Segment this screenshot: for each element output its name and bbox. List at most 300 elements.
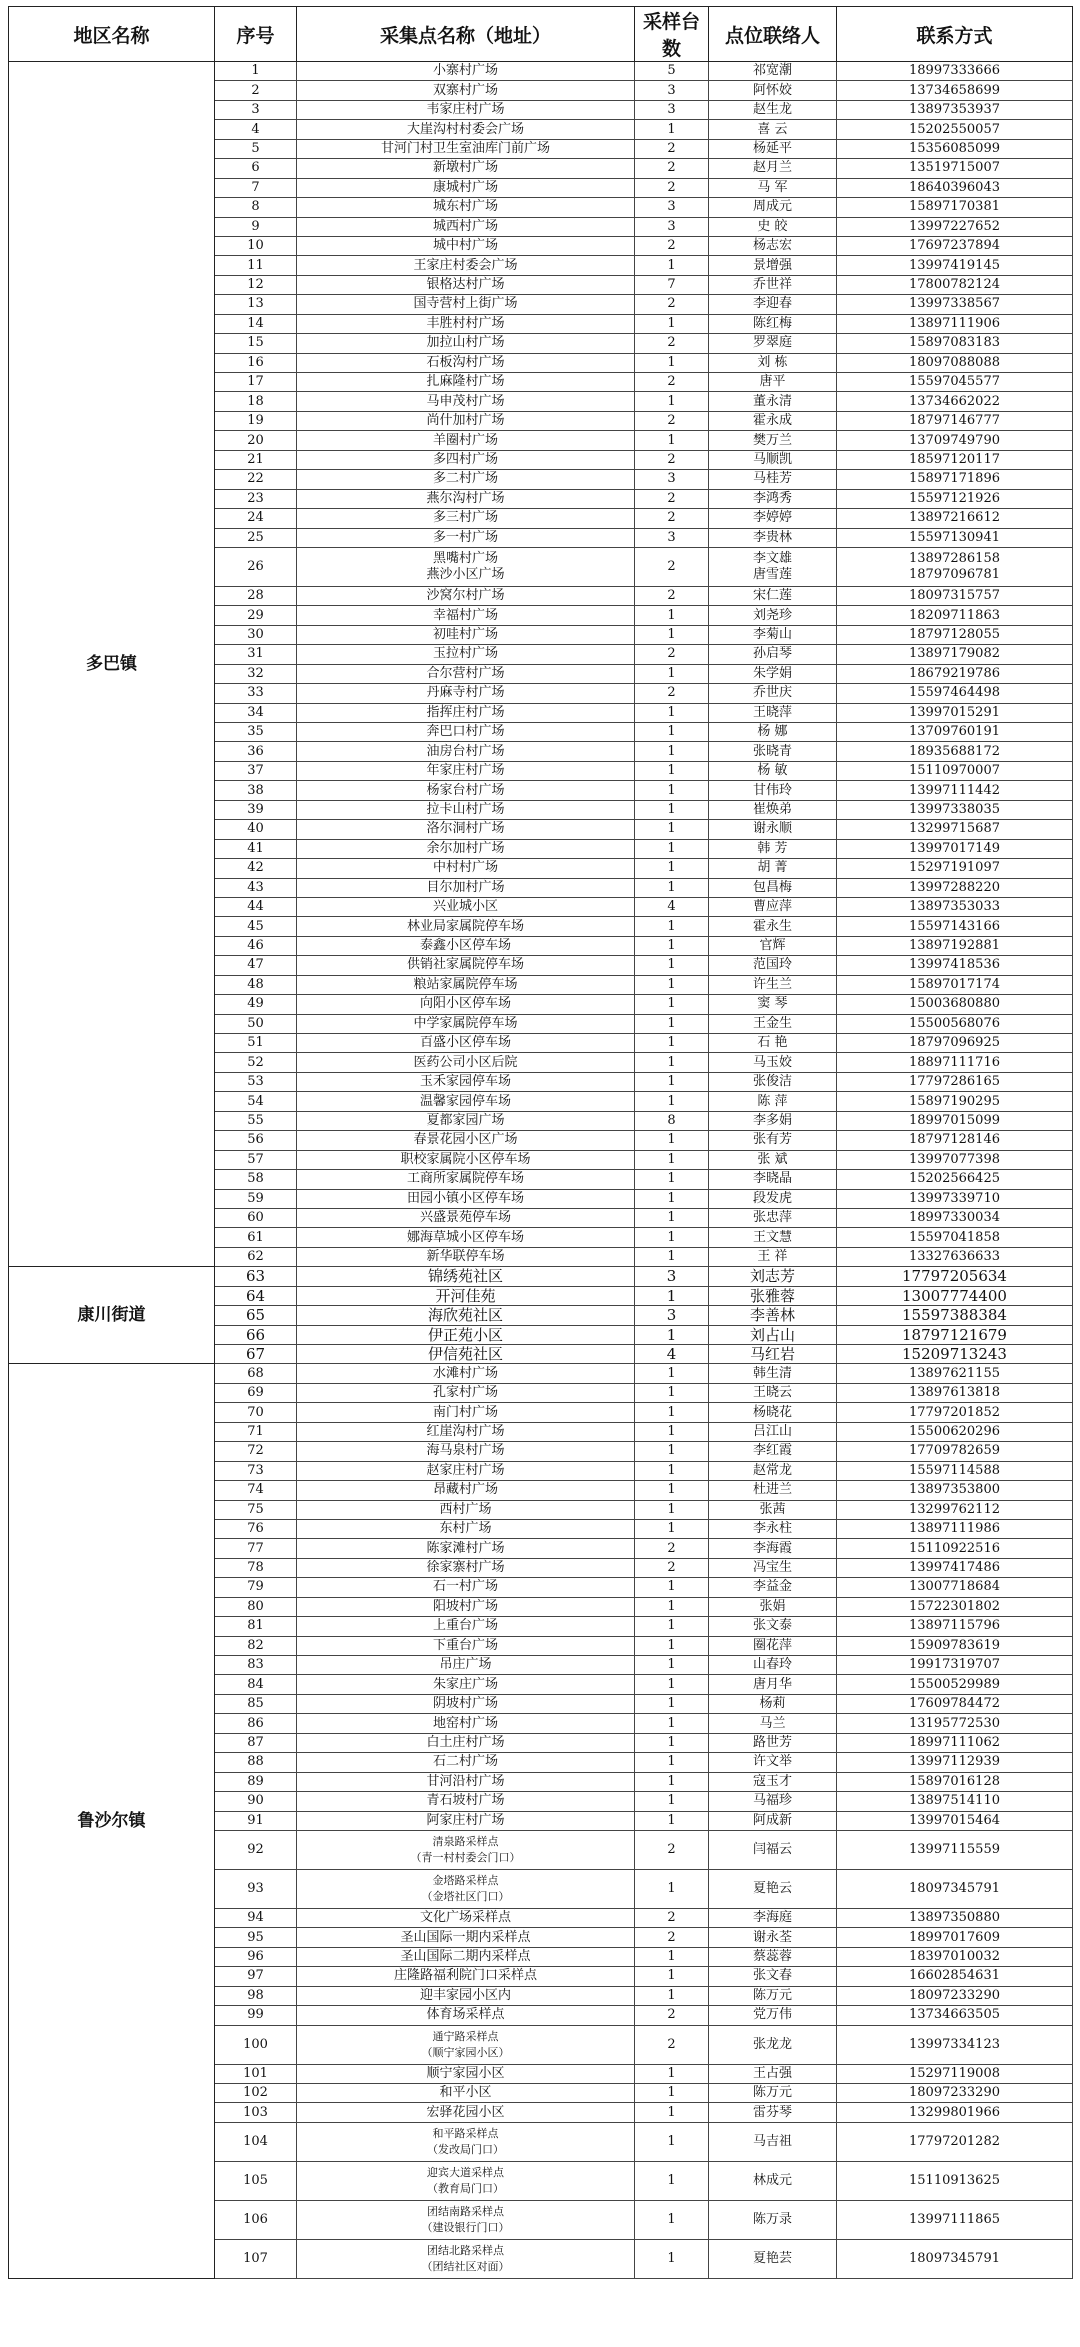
phone-number: 13997339710 bbox=[837, 1189, 1073, 1208]
contact-person: 夏艳芸 bbox=[709, 2239, 837, 2278]
contact-person: 朱学娟 bbox=[709, 664, 837, 683]
contact-person: 景增强 bbox=[709, 256, 837, 275]
phone-number: 18640396043 bbox=[837, 178, 1073, 197]
contact-person: 李菊山 bbox=[709, 625, 837, 644]
site-name: 丰胜村村广场 bbox=[297, 314, 635, 333]
sampler-count: 1 bbox=[635, 1461, 709, 1480]
sampler-count: 1 bbox=[635, 859, 709, 878]
phone-number: 13195772530 bbox=[837, 1714, 1073, 1733]
phone-number: 15597143166 bbox=[837, 917, 1073, 936]
phone-number: 18097233290 bbox=[837, 1986, 1073, 2005]
row-index: 34 bbox=[215, 703, 297, 722]
contact-person: 韩生清 bbox=[709, 1364, 837, 1383]
sampler-count: 1 bbox=[635, 1053, 709, 1072]
site-name: 燕尔沟村广场 bbox=[297, 489, 635, 508]
contact-person: 祁宽潮 bbox=[709, 62, 837, 81]
contact-person: 谢永荃 bbox=[709, 1928, 837, 1947]
phone-number: 13734658699 bbox=[837, 81, 1073, 100]
site-name: 杨家台村广场 bbox=[297, 781, 635, 800]
phone-number: 15110913625 bbox=[837, 2161, 1073, 2200]
row-index: 107 bbox=[215, 2239, 297, 2278]
contact-person: 王金生 bbox=[709, 1014, 837, 1033]
row-index: 106 bbox=[215, 2200, 297, 2239]
site-name: 团结北路采样点 （团结社区对面） bbox=[297, 2239, 635, 2278]
sampler-count: 1 bbox=[635, 878, 709, 897]
contact-person: 刘尧珍 bbox=[709, 606, 837, 625]
phone-number: 15500568076 bbox=[837, 1014, 1073, 1033]
contact-person: 张俊洁 bbox=[709, 1072, 837, 1091]
site-name: 圣山国际一期内采样点 bbox=[297, 1928, 635, 1947]
sampler-count: 1 bbox=[635, 1014, 709, 1033]
contact-person: 乔世祥 bbox=[709, 275, 837, 294]
contact-person: 马吉祖 bbox=[709, 2122, 837, 2161]
sampler-count: 1 bbox=[635, 1500, 709, 1519]
phone-number: 13997288220 bbox=[837, 878, 1073, 897]
site-name: 油房台村广场 bbox=[297, 742, 635, 761]
site-name: 指挥庄村广场 bbox=[297, 703, 635, 722]
sampler-count: 1 bbox=[635, 975, 709, 994]
sampler-count: 2 bbox=[635, 178, 709, 197]
contact-person: 段发虎 bbox=[709, 1189, 837, 1208]
contact-person: 圈花萍 bbox=[709, 1636, 837, 1655]
row-index: 17 bbox=[215, 373, 297, 392]
contact-person: 闫福云 bbox=[709, 1830, 837, 1869]
row-index: 31 bbox=[215, 645, 297, 664]
site-name: 马申茂村广场 bbox=[297, 392, 635, 411]
contact-person: 唐月华 bbox=[709, 1675, 837, 1694]
row-index: 83 bbox=[215, 1656, 297, 1675]
sampler-count: 1 bbox=[635, 2084, 709, 2103]
contact-person: 党万伟 bbox=[709, 2006, 837, 2025]
site-name: 通宁路采样点 （顺宁家园小区） bbox=[297, 2025, 635, 2064]
table-row bbox=[9, 62, 1073, 81]
phone-number: 15003680880 bbox=[837, 995, 1073, 1014]
row-index: 73 bbox=[215, 1461, 297, 1480]
site-name: 多三村广场 bbox=[297, 509, 635, 528]
row-index: 30 bbox=[215, 625, 297, 644]
phone-number: 17609784472 bbox=[837, 1694, 1073, 1713]
sampler-count: 3 bbox=[635, 100, 709, 119]
sampler-count: 1 bbox=[635, 1636, 709, 1655]
contact-person: 杜进兰 bbox=[709, 1481, 837, 1500]
row-index: 36 bbox=[215, 742, 297, 761]
sampler-count: 1 bbox=[635, 1617, 709, 1636]
sampler-count: 1 bbox=[635, 1325, 709, 1344]
phone-number: 18897111716 bbox=[837, 1053, 1073, 1072]
sampler-count: 1 bbox=[635, 314, 709, 333]
sampler-count: 1 bbox=[635, 800, 709, 819]
site-name: 供销社家属院停车场 bbox=[297, 956, 635, 975]
contact-person: 夏艳云 bbox=[709, 1869, 837, 1908]
row-index: 20 bbox=[215, 431, 297, 450]
contact-person: 包昌梅 bbox=[709, 878, 837, 897]
contact-person: 杨 娜 bbox=[709, 723, 837, 742]
contact-person: 周成元 bbox=[709, 198, 837, 217]
phone-number: 18997333666 bbox=[837, 62, 1073, 81]
site-name: 向阳小区停车场 bbox=[297, 995, 635, 1014]
sampler-count: 1 bbox=[635, 431, 709, 450]
sampler-count: 2 bbox=[635, 334, 709, 353]
phone-number: 13299801966 bbox=[837, 2103, 1073, 2122]
contact-person: 刘志芳 bbox=[709, 1267, 837, 1286]
site-name: 温馨家园停车场 bbox=[297, 1092, 635, 1111]
sampler-count: 1 bbox=[635, 1656, 709, 1675]
row-index: 13 bbox=[215, 295, 297, 314]
sampler-count: 1 bbox=[635, 1208, 709, 1227]
site-name: 开河佳苑 bbox=[297, 1286, 635, 1305]
contact-person: 阿怀姣 bbox=[709, 81, 837, 100]
phone-number: 18097088088 bbox=[837, 353, 1073, 372]
row-index: 1 bbox=[215, 62, 297, 81]
sampler-count: 1 bbox=[635, 2103, 709, 2122]
row-index: 2 bbox=[215, 81, 297, 100]
row-index: 82 bbox=[215, 1636, 297, 1655]
contact-person: 许文举 bbox=[709, 1753, 837, 1772]
contact-person: 陈红梅 bbox=[709, 314, 837, 333]
row-index: 48 bbox=[215, 975, 297, 994]
sampler-count: 1 bbox=[635, 1519, 709, 1538]
sampler-count: 2 bbox=[635, 450, 709, 469]
contact-person: 雷芬琴 bbox=[709, 2103, 837, 2122]
phone-number: 15297191097 bbox=[837, 859, 1073, 878]
contact-person: 陈万元 bbox=[709, 2084, 837, 2103]
phone-number: 13897286158 18797096781 bbox=[837, 547, 1073, 586]
phone-number: 13897621155 bbox=[837, 1364, 1073, 1383]
phone-number: 18797146777 bbox=[837, 411, 1073, 430]
sampler-count: 1 bbox=[635, 1092, 709, 1111]
contact-person: 甘伟玲 bbox=[709, 781, 837, 800]
site-name: 大崖沟村村委会广场 bbox=[297, 120, 635, 139]
site-name: 夏都家园广场 bbox=[297, 1111, 635, 1130]
phone-number: 13897111906 bbox=[837, 314, 1073, 333]
phone-number: 13007718684 bbox=[837, 1578, 1073, 1597]
phone-number: 13997338567 bbox=[837, 295, 1073, 314]
row-index: 12 bbox=[215, 275, 297, 294]
contact-person: 张忠萍 bbox=[709, 1208, 837, 1227]
sampler-count: 1 bbox=[635, 1714, 709, 1733]
phone-number: 18935688172 bbox=[837, 742, 1073, 761]
site-name: 尚什加村广场 bbox=[297, 411, 635, 430]
sampler-count: 3 bbox=[635, 1267, 709, 1286]
row-index: 92 bbox=[215, 1830, 297, 1869]
row-index: 45 bbox=[215, 917, 297, 936]
site-name: 伊信苑社区 bbox=[297, 1345, 635, 1364]
sampler-count: 4 bbox=[635, 897, 709, 916]
site-name: 双寨村广场 bbox=[297, 81, 635, 100]
row-index: 18 bbox=[215, 392, 297, 411]
phone-number: 13734662022 bbox=[837, 392, 1073, 411]
sampler-count: 2 bbox=[635, 236, 709, 255]
site-name: 加拉山村广场 bbox=[297, 334, 635, 353]
row-index: 14 bbox=[215, 314, 297, 333]
site-name: 昂藏村广场 bbox=[297, 1481, 635, 1500]
row-index: 99 bbox=[215, 2006, 297, 2025]
contact-person: 路世芳 bbox=[709, 1733, 837, 1752]
row-index: 71 bbox=[215, 1422, 297, 1441]
phone-number: 15597130941 bbox=[837, 528, 1073, 547]
site-name: 石板沟村广场 bbox=[297, 353, 635, 372]
sampler-count: 1 bbox=[635, 1578, 709, 1597]
row-index: 24 bbox=[215, 509, 297, 528]
phone-number: 15202550057 bbox=[837, 120, 1073, 139]
site-name: 沙窝尔村广场 bbox=[297, 586, 635, 605]
sampler-count: 1 bbox=[635, 353, 709, 372]
site-name: 庄隆路福利院门口采样点 bbox=[297, 1967, 635, 1986]
header-sampler-count: 采样台数 bbox=[635, 7, 709, 62]
phone-number: 13997334123 bbox=[837, 2025, 1073, 2064]
row-index: 64 bbox=[215, 1286, 297, 1305]
row-index: 10 bbox=[215, 236, 297, 255]
row-index: 77 bbox=[215, 1539, 297, 1558]
sampler-count: 1 bbox=[635, 1675, 709, 1694]
row-index: 66 bbox=[215, 1325, 297, 1344]
site-name: 康城村广场 bbox=[297, 178, 635, 197]
phone-number: 13997015464 bbox=[837, 1811, 1073, 1830]
contact-person: 王晓云 bbox=[709, 1383, 837, 1402]
contact-person: 谢永顺 bbox=[709, 820, 837, 839]
site-name: 新墩村广场 bbox=[297, 159, 635, 178]
phone-number: 18597120117 bbox=[837, 450, 1073, 469]
region-name-cell: 鲁沙尔镇 bbox=[9, 1364, 215, 2278]
phone-number: 15597041858 bbox=[837, 1228, 1073, 1247]
contact-person: 王 祥 bbox=[709, 1247, 837, 1266]
row-index: 41 bbox=[215, 839, 297, 858]
contact-person: 杨延平 bbox=[709, 139, 837, 158]
sampler-count: 3 bbox=[635, 1306, 709, 1325]
site-name: 王家庄村委会广场 bbox=[297, 256, 635, 275]
phone-number: 15110970007 bbox=[837, 761, 1073, 780]
phone-number: 18097315757 bbox=[837, 586, 1073, 605]
row-index: 33 bbox=[215, 684, 297, 703]
sampler-count: 2 bbox=[635, 509, 709, 528]
row-index: 69 bbox=[215, 1383, 297, 1402]
table-body bbox=[9, 62, 1073, 2279]
site-name: 兴盛景苑停车场 bbox=[297, 1208, 635, 1227]
row-index: 42 bbox=[215, 859, 297, 878]
site-name: 中学家属院停车场 bbox=[297, 1014, 635, 1033]
row-index: 79 bbox=[215, 1578, 297, 1597]
site-name: 白土庄村广场 bbox=[297, 1733, 635, 1752]
contact-person: 马桂芳 bbox=[709, 470, 837, 489]
sampler-count: 2 bbox=[635, 1928, 709, 1947]
contact-person: 山春玲 bbox=[709, 1656, 837, 1675]
row-index: 63 bbox=[215, 1267, 297, 1286]
row-index: 75 bbox=[215, 1500, 297, 1519]
contact-person: 王占强 bbox=[709, 2064, 837, 2083]
row-index: 38 bbox=[215, 781, 297, 800]
site-name: 下重台广场 bbox=[297, 1636, 635, 1655]
row-index: 70 bbox=[215, 1403, 297, 1422]
contact-person: 李贵林 bbox=[709, 528, 837, 547]
site-name: 城西村广场 bbox=[297, 217, 635, 236]
phone-number: 18797096925 bbox=[837, 1034, 1073, 1053]
contact-person: 李益金 bbox=[709, 1578, 837, 1597]
phone-number: 15897016128 bbox=[837, 1772, 1073, 1791]
sampler-count: 1 bbox=[635, 703, 709, 722]
site-name: 和平路采样点 （发改局门口） bbox=[297, 2122, 635, 2161]
site-name: 上重台广场 bbox=[297, 1617, 635, 1636]
contact-person: 杨晓花 bbox=[709, 1403, 837, 1422]
sampler-count: 1 bbox=[635, 1947, 709, 1966]
phone-number: 16602854631 bbox=[837, 1967, 1073, 1986]
phone-number: 18097345791 bbox=[837, 1869, 1073, 1908]
phone-number: 13897353033 bbox=[837, 897, 1073, 916]
row-index: 7 bbox=[215, 178, 297, 197]
phone-number: 13997015291 bbox=[837, 703, 1073, 722]
site-name: 国寺营村上街广场 bbox=[297, 295, 635, 314]
row-index: 61 bbox=[215, 1228, 297, 1247]
row-index: 81 bbox=[215, 1617, 297, 1636]
sampler-count: 1 bbox=[635, 1170, 709, 1189]
sampler-count: 2 bbox=[635, 2006, 709, 2025]
contact-person: 张晓青 bbox=[709, 742, 837, 761]
phone-number: 18097233290 bbox=[837, 2084, 1073, 2103]
contact-person: 乔世庆 bbox=[709, 684, 837, 703]
sampler-count: 1 bbox=[635, 1131, 709, 1150]
row-index: 11 bbox=[215, 256, 297, 275]
sampler-count: 1 bbox=[635, 2122, 709, 2161]
header-region: 地区名称 bbox=[9, 7, 215, 62]
row-index: 74 bbox=[215, 1481, 297, 1500]
row-index: 50 bbox=[215, 1014, 297, 1033]
sampler-count: 1 bbox=[635, 1481, 709, 1500]
sampler-count: 1 bbox=[635, 664, 709, 683]
phone-number: 13897353800 bbox=[837, 1481, 1073, 1500]
phone-number: 13897613818 bbox=[837, 1383, 1073, 1402]
sampler-count: 1 bbox=[635, 1364, 709, 1383]
contact-person: 罗翠庭 bbox=[709, 334, 837, 353]
contact-person: 李永柱 bbox=[709, 1519, 837, 1538]
header-index: 序号 bbox=[215, 7, 297, 62]
contact-person: 马福珍 bbox=[709, 1792, 837, 1811]
phone-number: 15202566425 bbox=[837, 1170, 1073, 1189]
sampler-count: 1 bbox=[635, 1228, 709, 1247]
site-name: 合尔营村广场 bbox=[297, 664, 635, 683]
site-name: 余尔加村广场 bbox=[297, 839, 635, 858]
site-name: 陈家滩村广场 bbox=[297, 1539, 635, 1558]
sampler-count: 1 bbox=[635, 1247, 709, 1266]
sampler-count: 3 bbox=[635, 528, 709, 547]
site-name: 幸福村广场 bbox=[297, 606, 635, 625]
sampler-count: 1 bbox=[635, 723, 709, 742]
row-index: 8 bbox=[215, 198, 297, 217]
sampler-count: 2 bbox=[635, 159, 709, 178]
sampler-count: 2 bbox=[635, 586, 709, 605]
contact-person: 张文春 bbox=[709, 1967, 837, 1986]
row-index: 96 bbox=[215, 1947, 297, 1966]
row-index: 76 bbox=[215, 1519, 297, 1538]
row-index: 94 bbox=[215, 1908, 297, 1927]
phone-number: 13897192881 bbox=[837, 936, 1073, 955]
phone-number: 15597388384 bbox=[837, 1306, 1073, 1325]
contact-person: 杨 敏 bbox=[709, 761, 837, 780]
sampler-count: 1 bbox=[635, 256, 709, 275]
sampler-count: 1 bbox=[635, 1422, 709, 1441]
site-name: 职校家属院小区停车场 bbox=[297, 1150, 635, 1169]
contact-person: 马玉姣 bbox=[709, 1053, 837, 1072]
site-name: 玉禾家园停车场 bbox=[297, 1072, 635, 1091]
site-name: 阴坡村广场 bbox=[297, 1694, 635, 1713]
sampler-count: 1 bbox=[635, 1442, 709, 1461]
site-name: 粮站家属院停车场 bbox=[297, 975, 635, 994]
row-index: 32 bbox=[215, 664, 297, 683]
contact-person: 张龙龙 bbox=[709, 2025, 837, 2064]
row-index: 91 bbox=[215, 1811, 297, 1830]
sampler-count: 1 bbox=[635, 936, 709, 955]
contact-person: 李迎春 bbox=[709, 295, 837, 314]
row-index: 40 bbox=[215, 820, 297, 839]
phone-number: 15897190295 bbox=[837, 1092, 1073, 1111]
site-name: 西村广场 bbox=[297, 1500, 635, 1519]
site-name: 迎宾大道采样点 （教育局门口） bbox=[297, 2161, 635, 2200]
contact-person: 董永清 bbox=[709, 392, 837, 411]
row-index: 95 bbox=[215, 1928, 297, 1947]
site-name: 黑嘴村广场 燕沙小区广场 bbox=[297, 547, 635, 586]
sampler-count: 2 bbox=[635, 489, 709, 508]
contact-person: 赵常龙 bbox=[709, 1461, 837, 1480]
row-index: 67 bbox=[215, 1345, 297, 1364]
site-name: 南门村广场 bbox=[297, 1403, 635, 1422]
phone-number: 17797201852 bbox=[837, 1403, 1073, 1422]
sampler-count: 1 bbox=[635, 995, 709, 1014]
row-index: 93 bbox=[215, 1869, 297, 1908]
row-index: 22 bbox=[215, 470, 297, 489]
sampler-count: 2 bbox=[635, 411, 709, 430]
sampling-points-table-wrap bbox=[8, 6, 1072, 2279]
phone-number: 18797121679 bbox=[837, 1325, 1073, 1344]
phone-number: 17797286165 bbox=[837, 1072, 1073, 1091]
region-name-cell: 多巴镇 bbox=[9, 62, 215, 1267]
phone-number: 17800782124 bbox=[837, 275, 1073, 294]
contact-person: 张娟 bbox=[709, 1597, 837, 1616]
contact-person: 张 斌 bbox=[709, 1150, 837, 1169]
row-index: 54 bbox=[215, 1092, 297, 1111]
row-index: 9 bbox=[215, 217, 297, 236]
site-name: 多一村广场 bbox=[297, 528, 635, 547]
row-index: 59 bbox=[215, 1189, 297, 1208]
sampler-count: 1 bbox=[635, 1792, 709, 1811]
phone-number: 13299715687 bbox=[837, 820, 1073, 839]
row-index: 51 bbox=[215, 1034, 297, 1053]
contact-person: 赵生龙 bbox=[709, 100, 837, 119]
phone-number: 17697237894 bbox=[837, 236, 1073, 255]
phone-number: 15897083183 bbox=[837, 334, 1073, 353]
phone-number: 18997111062 bbox=[837, 1733, 1073, 1752]
site-name: 拉卡山村广场 bbox=[297, 800, 635, 819]
site-name: 圣山国际二期内采样点 bbox=[297, 1947, 635, 1966]
sampler-count: 1 bbox=[635, 2239, 709, 2278]
phone-number: 15597045577 bbox=[837, 373, 1073, 392]
site-name: 地窑村广场 bbox=[297, 1714, 635, 1733]
contact-person: 许生兰 bbox=[709, 975, 837, 994]
phone-number: 15597114588 bbox=[837, 1461, 1073, 1480]
site-name: 扎麻隆村广场 bbox=[297, 373, 635, 392]
sampler-count: 1 bbox=[635, 917, 709, 936]
site-name: 初哇村广场 bbox=[297, 625, 635, 644]
phone-number: 13734663505 bbox=[837, 2006, 1073, 2025]
sampler-count: 1 bbox=[635, 781, 709, 800]
phone-number: 13997017149 bbox=[837, 839, 1073, 858]
sampler-count: 1 bbox=[635, 120, 709, 139]
contact-person: 蔡蕊蓉 bbox=[709, 1947, 837, 1966]
row-index: 87 bbox=[215, 1733, 297, 1752]
sampler-count: 1 bbox=[635, 1072, 709, 1091]
phone-number: 13327636633 bbox=[837, 1247, 1073, 1266]
contact-person: 樊万兰 bbox=[709, 431, 837, 450]
site-name: 青石坡村广场 bbox=[297, 1792, 635, 1811]
row-index: 80 bbox=[215, 1597, 297, 1616]
row-index: 72 bbox=[215, 1442, 297, 1461]
